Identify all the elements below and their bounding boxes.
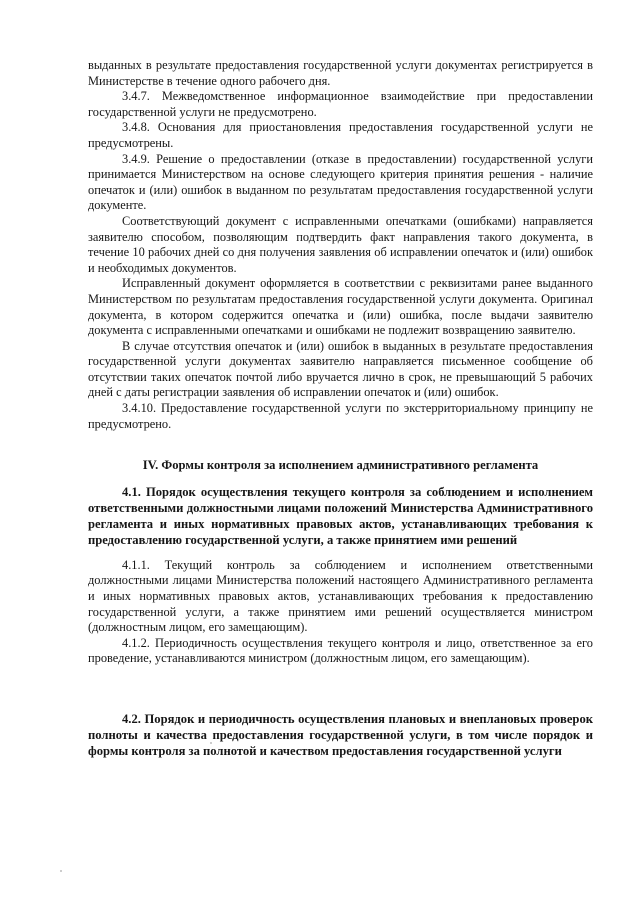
paragraph-3-4-7: 3.4.7. Межведомственное информационное взаимодействие при предоставлении государственной услуги не предусмотрено. — [88, 89, 593, 119]
paragraph-4-1-2: 4.1.2. Периодичность осуществления текущего контроля и лицо, ответственное за его проведение, устанавливаются министром (должностным лицом, его замещающим). — [88, 635, 593, 666]
paragraph-3-4-8: 3.4.8. Основания для приостановления предоставления государственной услуги не предусмотрены. — [88, 120, 593, 150]
paragraph-corrected-document: Соответствующий документ с исправленными опечатками (ошибками) направляется заявителю способом, позволяющим подтвердить факт направления такого документа, в течение 10 рабочих дней со дня получения заявления об исправлении опечаток и (или) ошибок и необходимых документов. — [88, 213, 593, 275]
paragraph-continuation: выданных в результате предоставления государственной услуги документах регистрируется в Министерстве в течение одного рабочего дня. — [88, 58, 593, 88]
paragraph-3-4-9: 3.4.9. Решение о предоставлении (отказе в предоставлении) государственной услуги принимается Министерством на основе следующего критерия принятия решения - наличие опечаток и (или) ошибок в выданном по результатам предоставления государственной услуги документе. — [88, 151, 593, 213]
section-heading-iv: IV. Формы контроля за исполнением административного регламента — [142, 458, 539, 473]
paragraph-4-1-1: 4.1.1. Текущий контроль за соблюдением и исполнением ответственными должностными лицами Министерства положений настоящего Административного регламента и иных нормативных правовых актов, устанавливающих требования к предоставлению государственной услуги, а также принятием ими решений осуществляется министром (должностным лицом, его замещающим). — [88, 557, 593, 635]
document-body — [88, 58, 593, 759]
paragraph-3-4-10: 3.4.10. Предоставление государственной услуги по экстерриториальному принципу не предусмотрено. — [88, 401, 593, 431]
subsection-heading-4-1: 4.1. Порядок осуществления текущего контроля за соблюдением и исполнением ответственными должностными лицами положений Министерства Административного регламента и иных нормативных правовых актов, устанавливающих требования к предоставлению государственной услуги, а также принятием ими решений — [88, 484, 593, 547]
scan-speck — [210, 742, 212, 744]
subsection-heading-4-2: 4.2. Порядок и периодичность осуществления плановых и внеплановых проверок полноты и качества предоставления государственной услуги, в том числе порядок и формы контроля за полнотой и качеством предоставления государственной услуги — [88, 712, 593, 758]
scan-speck — [60, 870, 62, 872]
paragraph-document-formatting: Исправленный документ оформляется в соответствии с реквизитами ранее выданного Министерством по результатам предоставления государственной услуги документа. Оригинал документа, в котором содержится опечатка и (или) ошибка, после выдачи заявителю документа с исправленными опечатками и ошибками не подлежит возвращению заявителю. — [88, 276, 593, 338]
paragraph-no-errors-case: В случае отсутствия опечаток и (или) ошибок в выданных в результате предоставления государственной услуги документах заявителю направляется письменное сообщение об отсутствии таких опечаток почтой либо вручается лично в срок, не превышающий 5 рабочих дней с даты регистрации заявления об исправлении опечаток и (или) ошибок. — [88, 338, 593, 400]
